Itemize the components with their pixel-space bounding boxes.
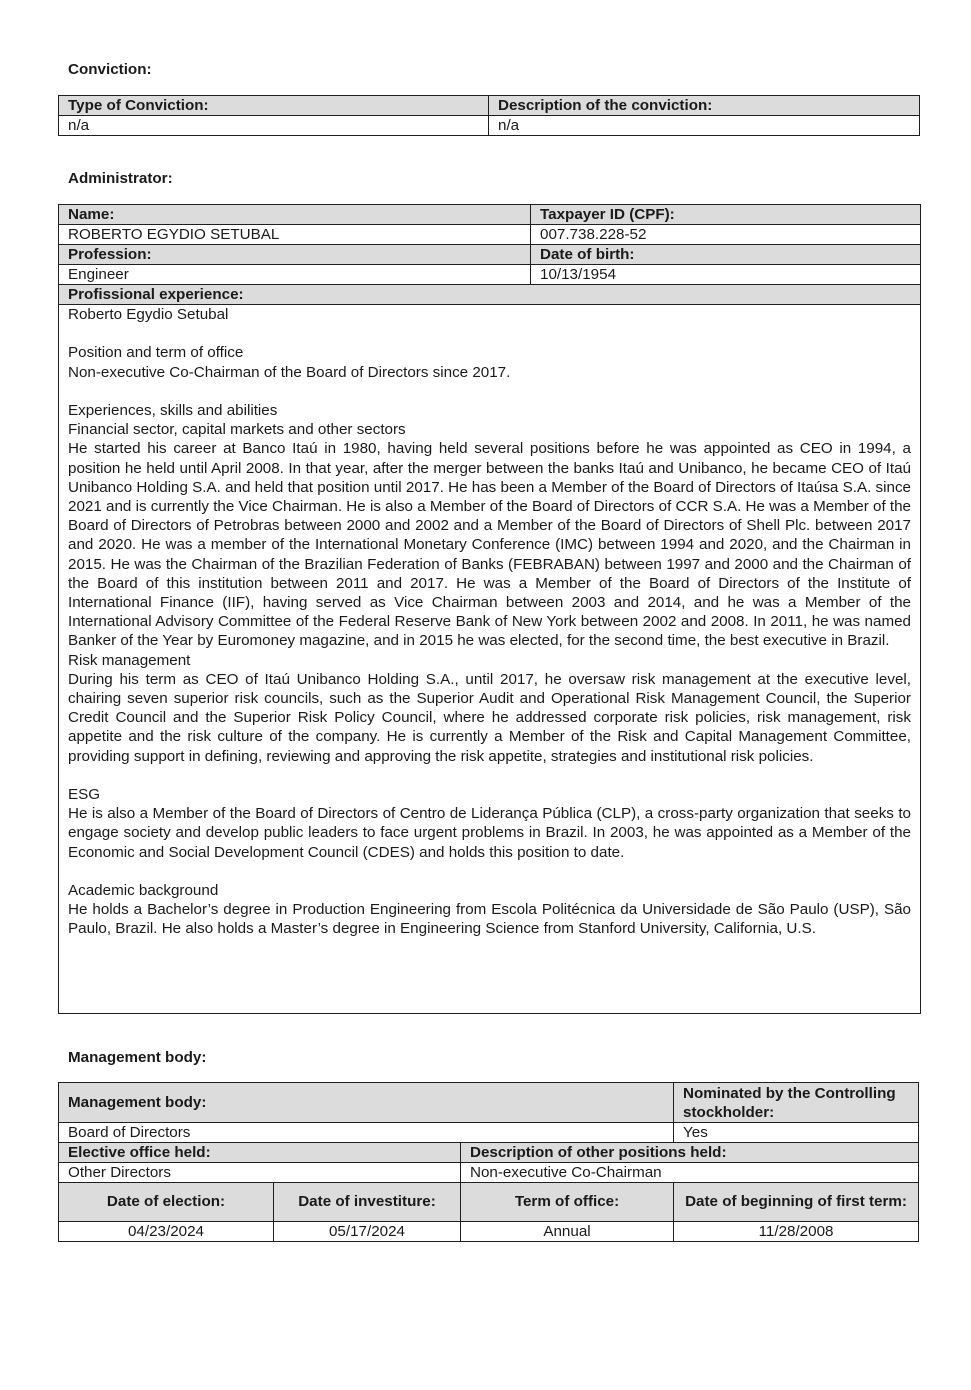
conviction-description-value: n/a: [489, 116, 920, 136]
experience-name-line: Roberto Egydio Setubal: [68, 306, 229, 323]
position-heading: Position and term of office: [68, 344, 244, 362]
date-of-investiture-label: Date of investiture:: [274, 1183, 461, 1222]
management-body-label: Management body:: [59, 1083, 674, 1123]
name-value: ROBERTO EGYDIO SETUBAL: [59, 225, 531, 245]
name-label: Name:: [59, 205, 531, 225]
first-term-date-label: Date of beginning of first term:: [674, 1183, 919, 1222]
term-of-office-label: Term of office:: [461, 1183, 674, 1222]
conviction-table: [58, 95, 920, 136]
conviction-description-header: Description of the conviction:: [489, 96, 920, 116]
academic-heading: Academic background: [68, 882, 219, 900]
academic-text: He holds a Bachelor’s degree in Production Engineering from Escola Politécnica da Universidade de São Paulo (USP), São Paulo, Brazil. He also holds a Master’s degree in Engineering Science from Stanford University, California, U.S.: [68, 901, 911, 938]
cpf-label: Taxpayer ID (CPF):: [531, 205, 921, 225]
risk-text: During his term as CEO of Itaú Unibanco Holding S.A., until 2017, he oversaw risk management at the executive level, chairing seven superior risk councils, such as the Superior Audit and Operational Risk Management Council, the Superior Credit Council and the Superior Risk Policy Council, where he addressed corporate risk policies, risk management, risk appetite and the risk culture of the company. He is currently a Member of the Risk and Capital Management Committee, providing support in defining, reviewing and approving the risk appetite, strategies and institutional risk policies.: [68, 670, 911, 765]
other-positions-value: Non-executive Co-Chairman: [461, 1163, 919, 1183]
sector-heading: Financial sector, capital markets and other sectors: [68, 421, 406, 439]
management-section-title: Management body:: [68, 1049, 207, 1066]
sector-text: He started his career at Banco Itaú in 1980, having held several positions before he was appointed as CEO in 1994, a position he held until April 2008. In that year, after the merger between the banks Itaú and Unibanco, he became CEO of Itaú Unibanco Holding S.A. and held that position until 2017. He has been a Member of the Board of Directors of Itaúsa S.A. since 2021 and is currently the Vice Chairman. He is also a Member of the Board of Directors of CCR S.A. He was a Member of the Board of Directors of Petrobras between 2000 and 2002 and a Member of the Board of Directors of Shell Plc. between 2017 and 2020. He was a member of the International Monetary Conference (IMC) between 1994 and 2020, and the Chairman in 2015. He was the Chairman of the Brazilian Federation of Banks (FEBRABAN) between 1997 and 2000 and the Chairman of the Board of this institution between 2011 and 2017. He was a Member of the Board of Directors of the Institute of International Finance (IIF), having served as Vice Chairman between 2003 and 2014, and he was a Member of the International Advisory Committee of the Federal Reserve Bank of New York between 2002 and 2008. In 2011, he was named Banker of the Year by Euromoney magazine, and in 2015 he was elected, for the second time, the best executive in Brazil.: [68, 440, 911, 650]
conviction-type-header: Type of Conviction:: [59, 96, 489, 116]
other-positions-label: Description of other positions held:: [461, 1143, 919, 1163]
conviction-section-title: Conviction:: [68, 61, 152, 78]
elective-office-value: Other Directors: [59, 1163, 461, 1183]
date-of-election-label: Date of election:: [59, 1183, 274, 1222]
experience-body: [59, 305, 921, 1014]
esg-text: He is also a Member of the Board of Directors of Centro de Liderança Pública (CLP), a cross-party organization that seeks to engage society and develop public leaders to face urgent problems in Brazil. In 2003, he was appointed as a Member of the Economic and Social Development Council (CDES) and holds this position to date.: [68, 805, 911, 861]
risk-heading: Risk management: [68, 651, 191, 669]
administrator-table: [58, 204, 921, 1014]
experience-label: Profissional experience:: [59, 285, 921, 305]
profession-value: Engineer: [59, 265, 531, 285]
nominated-value: Yes: [674, 1123, 919, 1143]
elective-office-label: Elective office held:: [59, 1143, 461, 1163]
skills-heading: Experiences, skills and abilities: [68, 401, 278, 419]
date-of-investiture-value: 05/17/2024: [274, 1222, 461, 1242]
first-term-date-value: 11/28/2008: [674, 1222, 919, 1242]
esg-heading: ESG: [68, 786, 101, 804]
management-table: [58, 1082, 919, 1242]
administrator-section-title: Administrator:: [68, 170, 173, 187]
conviction-type-value: n/a: [59, 116, 489, 136]
date-of-election-value: 04/23/2024: [59, 1222, 274, 1242]
cpf-value: 007.738.228-52: [531, 225, 921, 245]
nominated-label: Nominated by the Controlling stockholder:: [674, 1083, 919, 1123]
management-body-value: Board of Directors: [59, 1123, 674, 1143]
position-text: Non-executive Co-Chairman of the Board of Directors since 2017.: [68, 363, 511, 381]
dob-value: 10/13/1954: [531, 265, 921, 285]
term-of-office-value: Annual: [461, 1222, 674, 1242]
profession-label: Profession:: [59, 245, 531, 265]
dob-label: Date of birth:: [531, 245, 921, 265]
